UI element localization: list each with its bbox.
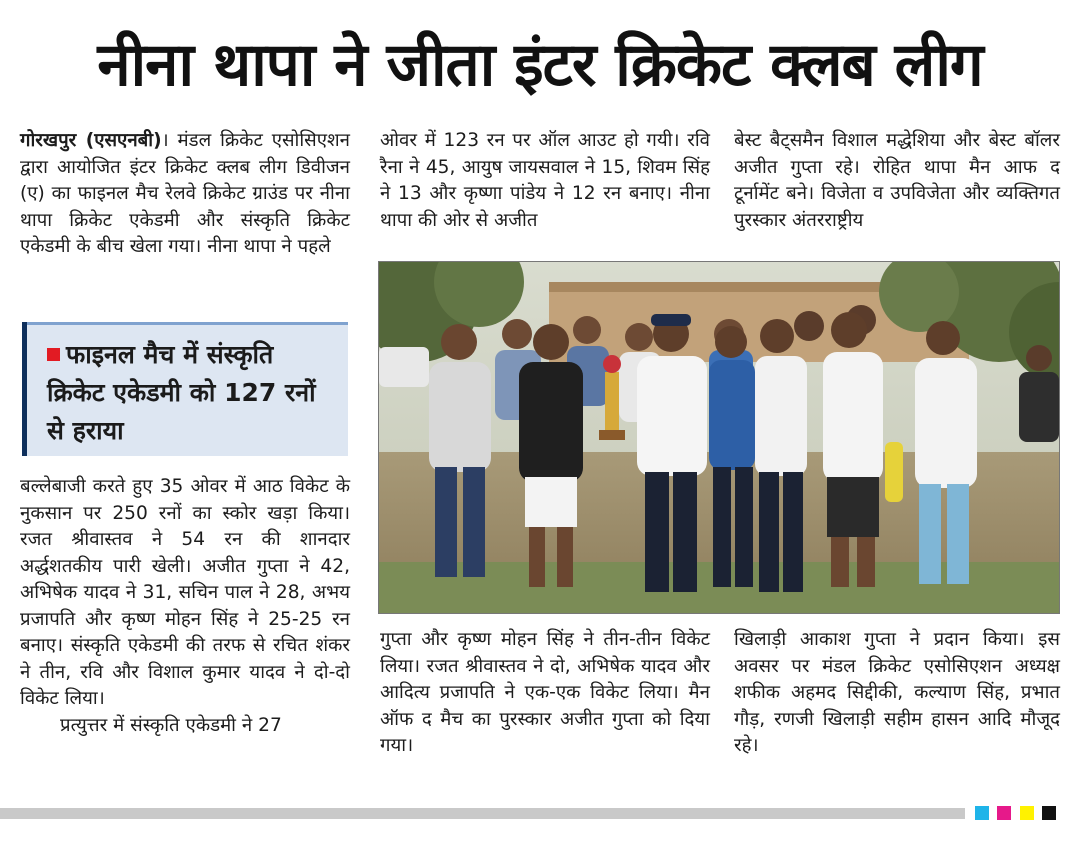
pull-quote-box (22, 322, 348, 456)
column-2-bottom (380, 627, 710, 760)
pull-quote (47, 336, 334, 450)
column-2-top (380, 128, 710, 234)
column-3-top (734, 128, 1060, 234)
col2-bottom-text: गुप्ता और कृष्ण मोहन सिंह ने तीन-तीन विकेट लिया। रजत श्रीवास्तव ने दो, अभिषेक यादव और आदित्य प्रजापति ने एक-एक विकेट लिया। मैन ऑफ द मैच का पुरस्कार अजीत गुप्ता को दिया गया। (380, 629, 710, 756)
headline: नीना थापा ने जीता इंटर क्रिकेट क्लब लीग (97, 30, 983, 100)
team-trophy-photo (378, 261, 1060, 614)
col1-top-text: । मंडल क्रिकेट एसोसिएशन द्वारा आयोजित इंटर क्रिकेट क्लब लीग डिवीजन (ए) का फाइनल मैच रेलवे क्रिकेट ग्राउंड पर नीना थापा क्रिकेट एकेडमी और संस्कृति क्रिकेट एकेडमी के बीच खेला गया। नीना थापा ने पहले (20, 130, 350, 257)
col3-bottom-text: खिलाड़ी आकाश गुप्ता ने प्रदान किया। इस अवसर पर मंडल क्रिकेट एसोसिएशन अध्यक्ष शफीक अहमद सिद्दीकी, कल्याण सिंह, प्रभात गौड़, रणजी खिलाड़ी सहीम हासन आदि मौजूद रहे। (734, 629, 1060, 756)
footer-gray-bar (0, 808, 965, 819)
col2-top-text: ओवर में 123 रन पर ऑल आउट हो गयी। रवि रैना ने 45, आयुष जायसवाल ने 15, शिवम सिंह ने 13 और कृष्णा पांडेय ने 12 रन बनाए। नीना थापा की ओर से अजीत (380, 130, 710, 231)
black-registration-mark (1042, 806, 1056, 820)
red-square-bullet-icon (47, 348, 60, 361)
col3-top-text: बेस्ट बैट्समैन विशाल मद्धेशिया और बेस्ट बॉलर अजीत गुप्ता रहे। रोहित थापा मैन आफ द टूर्नामेंट बने। विजेता व उपविजेता और व्यक्तिगत पुरस्कार अंतरराष्ट्रीय (734, 130, 1060, 231)
col1-bottom-paragraph-2: प्रत्युत्तर में संस्कृति एकेडमी ने 27 (60, 714, 282, 736)
magenta-registration-mark (997, 806, 1011, 820)
pull-quote-text: फाइनल मैच में संस्कृति क्रिकेट एकेडमी को 127 रनों से हराया (47, 340, 316, 445)
dateline: गोरखपुर (एसएनबी) (20, 130, 162, 151)
column-1-bottom (20, 474, 350, 739)
cyan-registration-mark (975, 806, 989, 820)
column-3-bottom (734, 627, 1060, 760)
col1-bottom-paragraph-1: बल्लेबाजी करते हुए 35 ओवर में आठ विकेट के नुकसान पर 250 रनों का स्कोर खड़ा किया। रजत श्रीवास्तव ने 54 रन की शानदार अर्द्धशतकीय पारी खेली। अजीत गुप्ता ने 42, अभिषेक यादव ने 31, सचिन पाल ने 28, अभय प्रजापति और कृष्ण मोहन सिंह ने 25-25 रन बनाए। संस्कृति एकेडमी की तरफ से रचित शंकर ने तीन, रवि और विशाल कुमार यादव ने दो-दो विकेट लिया। (20, 476, 350, 709)
yellow-registration-mark (1020, 806, 1034, 820)
column-1-top (20, 128, 350, 261)
pull-quote-rule (27, 322, 348, 325)
